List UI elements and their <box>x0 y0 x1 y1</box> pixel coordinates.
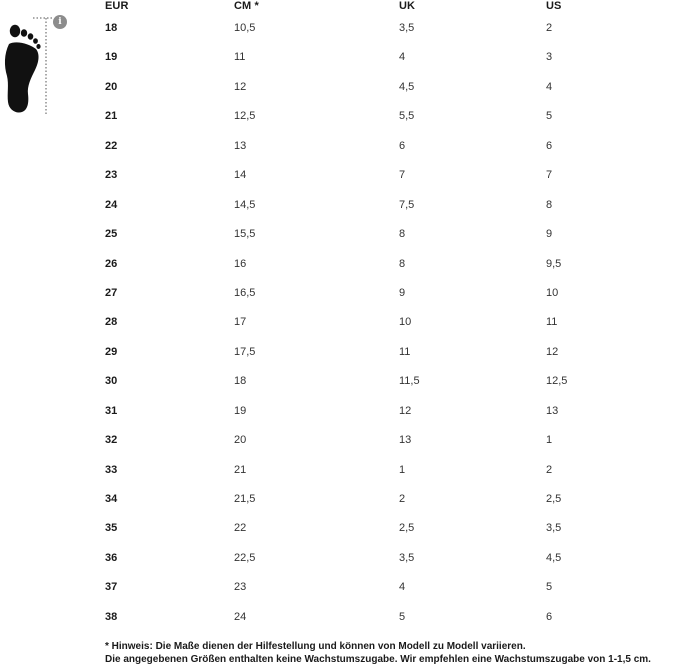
header-cm: CM * <box>234 0 259 12</box>
cell-eur: 29 <box>105 345 118 358</box>
cell-eur: 26 <box>105 257 118 270</box>
table-row <box>0 250 699 279</box>
cell-cm: 22,5 <box>234 551 256 564</box>
cell-uk: 3,5 <box>399 22 415 34</box>
cell-cm: 15,5 <box>234 228 256 241</box>
table-row <box>0 456 699 485</box>
cell-eur: 36 <box>105 551 118 564</box>
cell-us: 7 <box>546 169 553 182</box>
cell-cm: 16 <box>234 257 247 270</box>
footnote-line-2: Die angegebenen Größen enthalten keine Wachstumszugabe. Wir empfehlen eine Wachstumszugabe von 1-1,5 cm. <box>105 654 651 665</box>
table-row <box>0 161 699 190</box>
cell-cm: 18 <box>234 375 247 388</box>
cell-eur: 19 <box>105 51 118 64</box>
table-row <box>0 279 699 308</box>
cell-uk: 8 <box>399 257 406 270</box>
table-row <box>0 603 699 632</box>
cell-uk: 2 <box>399 493 406 505</box>
cell-us: 4,5 <box>546 551 562 564</box>
cell-us: 9,5 <box>546 257 562 270</box>
cell-uk: 4 <box>399 51 406 64</box>
cell-us: 12,5 <box>546 375 568 388</box>
cell-us: 3,5 <box>546 522 562 535</box>
cell-eur: 18 <box>105 22 118 34</box>
cell-cm: 21 <box>234 463 247 476</box>
table-row <box>0 308 699 337</box>
table-row <box>0 367 699 396</box>
table-body <box>0 14 699 632</box>
cell-cm: 19 <box>234 404 247 417</box>
cell-eur: 35 <box>105 522 118 535</box>
cell-uk: 11 <box>399 345 411 358</box>
cell-cm: 11 <box>234 51 246 64</box>
cell-cm: 16,5 <box>234 286 256 299</box>
cell-uk: 9 <box>399 286 406 299</box>
cell-uk: 5 <box>399 610 406 623</box>
table-row <box>0 485 699 514</box>
cell-uk: 4 <box>399 581 406 594</box>
cell-uk: 2,5 <box>399 522 415 535</box>
cell-eur: 22 <box>105 139 118 152</box>
cell-eur: 23 <box>105 169 118 182</box>
cell-cm: 17 <box>234 316 247 329</box>
cell-uk: 10 <box>399 316 412 329</box>
table-row <box>0 397 699 426</box>
cell-cm: 14 <box>234 169 247 182</box>
cell-eur: 24 <box>105 198 118 211</box>
cell-cm: 23 <box>234 581 247 594</box>
cell-uk: 8 <box>399 228 406 241</box>
table-row <box>0 73 699 102</box>
cell-eur: 32 <box>105 434 118 447</box>
cell-cm: 10,5 <box>234 22 256 34</box>
table-row <box>0 14 699 43</box>
cell-eur: 38 <box>105 610 118 623</box>
cell-eur: 31 <box>105 404 118 417</box>
cell-eur: 28 <box>105 316 118 329</box>
cell-uk: 7 <box>399 169 406 182</box>
header-uk: UK <box>399 0 416 12</box>
table-row <box>0 338 699 367</box>
footnote-line-1: * Hinweis: Die Maße dienen der Hilfestellung und können von Modell zu Modell variieren. <box>105 641 526 652</box>
cell-uk: 7,5 <box>399 198 415 211</box>
cell-cm: 17,5 <box>234 345 256 358</box>
cell-eur: 25 <box>105 228 118 241</box>
cell-eur: 30 <box>105 375 118 388</box>
cell-us: 12 <box>546 345 559 358</box>
cell-eur: 33 <box>105 463 118 476</box>
cell-uk: 5,5 <box>399 110 415 123</box>
cell-cm: 13 <box>234 139 247 152</box>
cell-cm: 12,5 <box>234 110 256 123</box>
cell-us: 6 <box>546 139 553 152</box>
cell-us: 9 <box>546 228 553 241</box>
cell-cm: 12 <box>234 80 247 93</box>
table-row <box>0 43 699 72</box>
cell-uk: 12 <box>399 404 412 417</box>
cell-eur: 34 <box>105 493 118 505</box>
cell-uk: 13 <box>399 434 412 447</box>
cell-us: 6 <box>546 610 553 623</box>
cell-eur: 27 <box>105 286 118 299</box>
cell-us: 4 <box>546 80 553 93</box>
cell-uk: 11,5 <box>399 375 420 388</box>
cell-uk: 1 <box>399 463 406 476</box>
table-row <box>0 573 699 602</box>
cell-cm: 14,5 <box>234 198 256 211</box>
cell-uk: 4,5 <box>399 80 415 93</box>
table-row <box>0 102 699 131</box>
info-icon[interactable]: i <box>53 15 67 29</box>
table-row <box>0 426 699 455</box>
cell-us: 2,5 <box>546 493 562 505</box>
cell-cm: 24 <box>234 610 247 623</box>
cell-us: 5 <box>546 581 553 594</box>
header-eur: EUR <box>105 0 129 12</box>
cell-eur: 20 <box>105 80 118 93</box>
cell-us: 2 <box>546 463 553 476</box>
table-row <box>0 132 699 161</box>
cell-uk: 3,5 <box>399 551 415 564</box>
cell-cm: 20 <box>234 434 247 447</box>
cell-eur: 21 <box>105 110 118 123</box>
cell-us: 5 <box>546 110 553 123</box>
table-row <box>0 191 699 220</box>
cell-us: 13 <box>546 404 559 417</box>
header-us: US <box>546 0 562 12</box>
table-row <box>0 220 699 249</box>
cell-us: 8 <box>546 198 553 211</box>
table-row <box>0 544 699 573</box>
cell-us: 2 <box>546 22 553 34</box>
cell-cm: 21,5 <box>234 493 256 505</box>
cell-us: 10 <box>546 286 559 299</box>
table-header-row <box>0 0 699 14</box>
cell-uk: 6 <box>399 139 406 152</box>
cell-us: 11 <box>546 316 558 329</box>
cell-cm: 22 <box>234 522 247 535</box>
cell-eur: 37 <box>105 581 118 594</box>
footnote <box>105 640 651 666</box>
cell-us: 3 <box>546 51 553 64</box>
cell-us: 1 <box>546 434 553 447</box>
table-row <box>0 514 699 543</box>
